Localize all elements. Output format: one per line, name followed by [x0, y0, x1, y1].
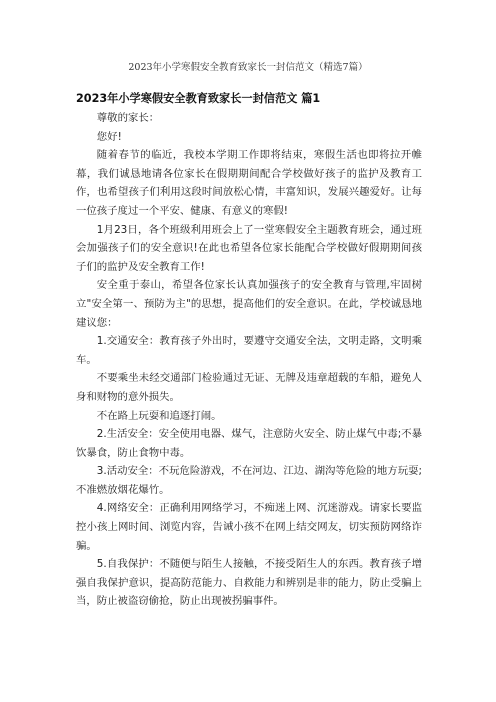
paragraph-self-protection: 5.自我保护：不随便与陌生人接触，不接受陌生人的东西。教育孩子增强自我保护意识，提高防范能力、自救能力和辨别是非的能力，防止受骗上当，防止被盗窃偷抢，防止出现被拐骗事件。 — [76, 558, 422, 608]
paragraph-network-safety: 4.网络安全：正确利用网络学习，不痴迷上网、沉迷游戏。请家长要监控小孩上网时间、浏览内容，告诫小孩不在网上结交网友，切实预防网络诈骗。 — [76, 502, 422, 552]
paragraph-activity-safety: 3.活动安全：不玩危险游戏，不在河边、江边、湖沟等危险的地方玩耍;不准燃放烟花爆竹。 — [76, 465, 422, 496]
article-title: 2023年小学寒假安全教育致家长一封信范文 篇1 — [76, 92, 321, 105]
paragraph-no-playing-road: 不在路上玩耍和追逐打闹。 — [96, 409, 222, 422]
paragraph-traffic-safety: 1.交通安全：教育孩子外出时，要遵守交通安全法，文明走路，文明乘车。 — [76, 335, 422, 366]
document-body — [76, 89, 422, 611]
paragraph-vehicle-warning: 不要乘坐未经交通部门检验通过无证、无牌及违章超载的车船，避免人身和财物的意外损失。 — [76, 372, 422, 403]
paragraph-greeting: 您好! — [96, 130, 122, 143]
paragraph-class-meeting: 1月23日，各个班级利用班会上了一堂寒假安全主题教育班会，通过班会加强孩子们的安全意识!在此也希望各位家长能配合学校做好假期期间孩子们的监护及安全教育工作! — [76, 223, 422, 273]
document-header: 2023年小学寒假安全教育致家长一封信范文（精选7篇） — [128, 62, 368, 73]
paragraph-life-safety: 2.生活安全：安全使用电器、煤气，注意防火安全、防止煤气中毒;不暴饮暴食，防止食物中毒。 — [76, 428, 422, 459]
paragraph-safety-first: 安全重于泰山，希望各位家长认真加强孩子的安全教育与管理,牢固树立"安全第一、预防为主"的思想，提高他们的安全意识。在此，学校诚恳地建议您： — [76, 279, 422, 329]
paragraph-intro: 随着春节的临近，我校本学期工作即将结束，寒假生活也即将拉开帷幕，我们诚恳地请各位家长在假期期间配合学校做好孩子的监护及教育工作，也希望孩子们利用这段时间放松心情，丰富知识，发展兴趣爱好。让每一位孩子度过一个平安、健康、有意义的寒假! — [76, 149, 422, 217]
paragraph-salutation: 尊敬的家长： — [96, 112, 160, 124]
